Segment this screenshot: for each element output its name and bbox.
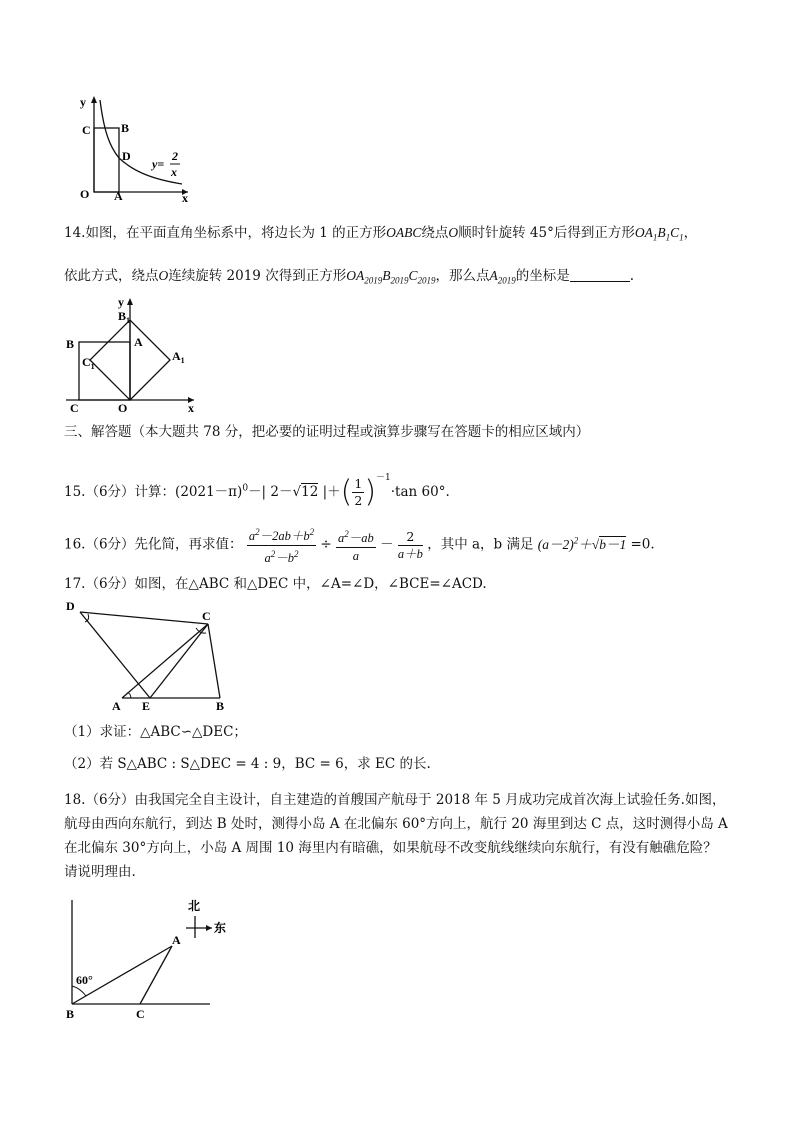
figure-q17 xyxy=(60,596,240,714)
q15-radicand: 12 xyxy=(301,484,319,500)
q14-text: 连续旋转 2019 次得到正方形 xyxy=(168,268,347,284)
q14-line2: 依此方式，绕点O连续旋转 2019 次得到正方形$OA_{2019}B_{2019}C_{2019}$，那么点$A_{2019}$的坐标是 . xyxy=(64,268,635,286)
figure-q14 xyxy=(60,296,200,416)
fig17-d-label: D xyxy=(66,599,75,613)
q17-part1: （1）求证：△ABC∽△DEC； xyxy=(64,724,247,740)
fig14-c-label: C xyxy=(70,401,79,415)
figure-q13 xyxy=(58,92,198,204)
fig13-func-den: x xyxy=(171,165,177,179)
q15-text: |＋ xyxy=(318,484,341,500)
q16: 16.（6分）先化简，再求值： $\frac{a^2-2ab+b^2}{a^2-b^2}$ ÷ $\frac{a^2-ab}{a}$ － $\frac{2}{a+b}$ ，其中 a，b 满足 $(a-2)^2+√b-1 =0$. xyxy=(64,520,655,560)
q15: 15.（6分）计算：$(2021-\pi)^0-|$ 2－√12 |＋( $\frac{1}{2}$ )$^{-1}$·tan 60°. xyxy=(64,473,450,510)
fig17-b-label: B xyxy=(216,699,225,713)
q17-part2: （2）若 S△ABC : S△DEC = 4 : 9，BC = 6，求 EC 的长. xyxy=(64,756,431,772)
fig13-x-label: x xyxy=(182,191,188,204)
fig13-d-label: D xyxy=(122,149,131,163)
fig17-e-label: E xyxy=(142,699,151,713)
fig18-a-label: A xyxy=(172,933,181,947)
q14-text: 的坐标是 xyxy=(515,268,570,284)
q15-exp: －1 xyxy=(376,473,391,483)
q14-text: 依此方式，绕点 xyxy=(64,268,159,284)
q16-text: 16.（6分）先化简，再求值： xyxy=(64,536,243,553)
q14-point-o: O xyxy=(448,225,459,240)
fig14-c1-label: $C_1$ xyxy=(82,355,95,371)
q15-text: －| 2－ xyxy=(248,484,293,500)
fig14-b1-label: $B_1$ xyxy=(118,309,131,325)
q14-point-o: O xyxy=(158,268,169,283)
q15-frac-num: 1 xyxy=(354,476,363,491)
q14-text: 顺时针旋转 45°后得到正方形 xyxy=(458,225,635,241)
q14-text: 14.如图，在平面直角坐标系中，将边长为 1 的正方形 xyxy=(64,225,387,241)
fig14-x-label: x xyxy=(188,401,194,415)
fig18-b-label: B xyxy=(66,1007,75,1021)
fig13-a-label: A xyxy=(114,189,123,203)
fig17-a-label: A xyxy=(112,699,121,713)
fig13-func-lhs: y= xyxy=(152,157,165,171)
q18-line1: 18.（6分）由我国完全自主设计，自主建造的首艘国产航母于 2018 年 5 月成功完成首次海上试验任务.如图， xyxy=(64,792,726,808)
fig14-a-label: A xyxy=(134,335,143,349)
fig18-north-label: 北 xyxy=(188,899,201,913)
q15-frac-den: 2 xyxy=(354,493,363,508)
fig14-y-label: y xyxy=(118,296,124,309)
fig14-a1-label: $A_1$ xyxy=(172,349,185,365)
fig18-c-label: C xyxy=(136,1007,145,1021)
q15-text: 15.（6分）计算：(2021－π) xyxy=(64,484,243,500)
q14-text: ，那么点 xyxy=(435,268,490,284)
fig17-c-label: C xyxy=(202,609,211,623)
q18-line3: 在北偏东 30°方向上，小岛 A 周围 10 海里内有暗礁，如果航母不改变航线继续向东航行，有没有触礁危险？ xyxy=(64,840,717,856)
figure-q18 xyxy=(60,890,240,1022)
fig13-o-label: O xyxy=(80,187,90,201)
q15-text: ·tan 60°. xyxy=(390,484,450,500)
fig13-y-label: y xyxy=(80,95,86,109)
fig14-b-label: B xyxy=(66,337,75,351)
fig13-c-label: C xyxy=(82,123,91,137)
q18-line2: 航母由西向东航行，到达 B 处时，测得小岛 A 在北偏东 60°方向上，航行 20 海里到达 C 点，这时测得小岛 A xyxy=(64,816,728,832)
fig18-east-label: 东 xyxy=(214,921,227,935)
section-3-heading: 三、解答题（本大题共 78 分，把必要的证明过程或演算步骤写在答题卡的相应区域内） xyxy=(64,424,590,440)
q15-exp: 0 xyxy=(242,483,249,494)
fig18-angle-label: 60° xyxy=(76,973,93,987)
q14-line1: 14.如图，在平面直角坐标系中，将边长为 1 的正方形OABC绕点O顺时针旋转 45°后得到正方形$OA_1B_1C_1$， xyxy=(64,225,698,243)
q17-text: 17.（6分）如图，在△ABC 和△DEC 中，∠A=∠D，∠BCE=∠ACD. xyxy=(64,576,487,592)
fig13-func-num: 2 xyxy=(172,149,178,163)
fig14-o-label: O xyxy=(118,401,128,415)
fig13-b-label: B xyxy=(121,121,130,135)
answer-blank[interactable] xyxy=(570,267,630,282)
q16-text: =0. xyxy=(630,536,655,553)
q16-text: ，其中 a，b 满足 xyxy=(427,536,534,553)
q14-text: 绕点 xyxy=(421,225,449,241)
q14-square-name: OABC xyxy=(386,225,422,240)
q18-line4: 请说明理由. xyxy=(64,864,136,880)
